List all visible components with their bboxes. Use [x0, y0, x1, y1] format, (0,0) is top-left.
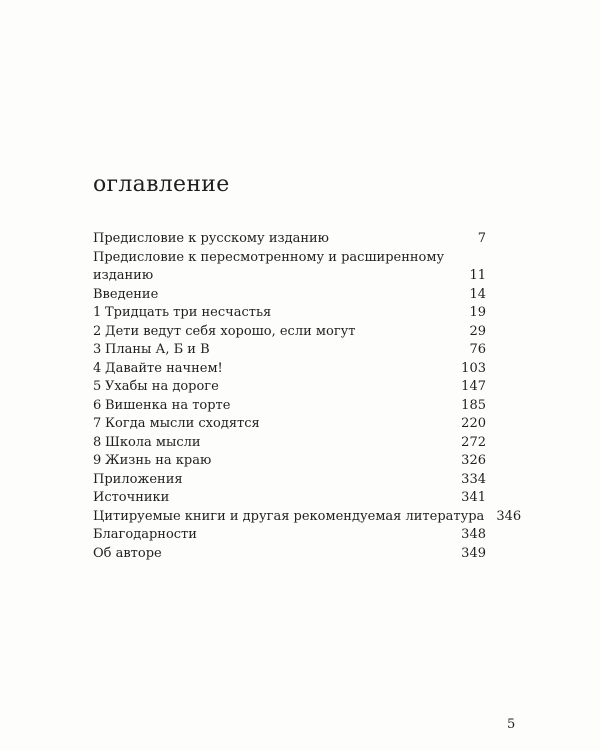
page-title: оглавление: [93, 172, 230, 197]
toc-entry: [93, 545, 486, 564]
toc-entry-page: 7: [477, 231, 486, 246]
toc-entry: [93, 341, 486, 360]
chapter-number: 9: [93, 453, 102, 468]
chapter-title: Ухабы на дороге: [105, 379, 219, 394]
toc-entry: [93, 230, 486, 249]
toc-entry-page: 147: [461, 379, 486, 394]
toc-entry-label: [93, 397, 461, 416]
toc-entry-label: [93, 341, 469, 360]
toc-entry-page: 341: [461, 490, 486, 505]
toc-entry-label: [93, 378, 461, 397]
chapter-title: Дети ведут себя хорошо, если могут: [105, 323, 356, 339]
chapter-title: Давайте начнем!: [105, 360, 223, 376]
toc-entry-label: Источники: [93, 490, 170, 505]
chapter-title: Школа мысли: [105, 434, 201, 450]
toc-entry-page: 19: [469, 305, 486, 320]
toc-entry-label: [93, 434, 461, 453]
toc-entry-page: 272: [461, 434, 486, 450]
toc-entry-label: Благодарности: [93, 527, 197, 542]
chapter-number: 5: [93, 379, 102, 394]
toc-entry: [93, 286, 486, 305]
toc-entry-page: 349: [461, 545, 486, 561]
chapter-title: Тридцать три несчастья: [105, 305, 272, 320]
toc-entry: [93, 360, 486, 379]
toc-entry: [93, 489, 486, 508]
toc-entry-label: [93, 415, 461, 434]
toc-entry-label: [93, 452, 461, 471]
toc-entry-label: [93, 304, 469, 323]
toc-entry-label: [93, 323, 469, 342]
toc-entry-page: 220: [461, 416, 486, 431]
chapter-title: Жизнь на краю: [105, 453, 212, 468]
chapter-number: 8: [93, 434, 102, 450]
toc-entry: [93, 323, 486, 342]
toc-entry-label: Введение: [93, 286, 159, 302]
toc-entry: [93, 397, 486, 416]
toc-entry: [93, 415, 486, 434]
toc-entry-page: 185: [461, 397, 486, 413]
toc-entry-page: 346: [496, 508, 522, 524]
toc-entry-page: 76: [469, 342, 486, 357]
toc-entry-page: 334: [461, 471, 486, 487]
chapter-title: Планы А, Б и В: [105, 342, 210, 357]
toc-entry: [93, 471, 486, 490]
toc-entry-label: Об авторе: [93, 545, 162, 561]
toc-entry-label: [93, 360, 461, 379]
toc-entry-label: Цитируемые книги и другая рекомендуемая литература: [93, 508, 485, 524]
toc-entry: [93, 304, 486, 323]
chapter-number: 7: [93, 416, 102, 431]
toc-entry-label: Приложения: [93, 471, 183, 487]
toc-entry-label: Предисловие к пересмотренному и расширенному изданию: [93, 249, 445, 283]
toc-entry: [93, 434, 486, 453]
toc-entry: [93, 249, 486, 286]
chapter-number: 2: [93, 323, 102, 339]
chapter-number: 1: [93, 305, 102, 320]
chapter-number: 4: [93, 360, 102, 376]
toc-entry: [93, 526, 486, 545]
chapter-number: 6: [93, 397, 102, 413]
toc-entry: [93, 508, 522, 527]
toc-entry: [93, 452, 486, 471]
toc-entry-page: 348: [461, 527, 486, 542]
page-number: 5: [507, 717, 516, 732]
toc-entry-page: 14: [469, 286, 486, 302]
toc-entry: [93, 378, 486, 397]
table-of-contents: [93, 230, 522, 563]
toc-entry-page: 29: [469, 323, 486, 339]
toc-entry-page: 326: [461, 453, 486, 468]
chapter-title: Вишенка на торте: [105, 397, 231, 413]
chapter-number: 3: [93, 342, 102, 357]
toc-entry-label: Предисловие к русскому изданию: [93, 231, 329, 246]
chapter-title: Когда мысли сходятся: [105, 416, 260, 431]
toc-entry-page: 11: [469, 268, 486, 283]
toc-entry-page: 103: [461, 360, 486, 376]
